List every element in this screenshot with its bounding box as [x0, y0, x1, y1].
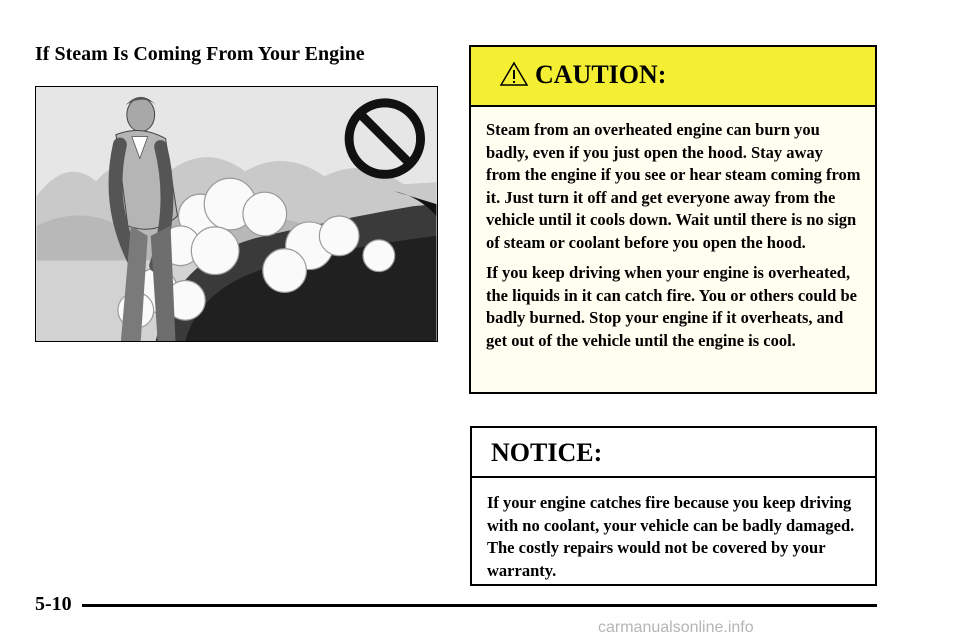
caution-body	[471, 107, 875, 352]
section-title: If Steam Is Coming From Your Engine	[35, 43, 365, 65]
notice-header	[472, 428, 875, 478]
steam-illustration	[35, 86, 438, 342]
notice-box	[470, 426, 877, 586]
watermark: carmanualsonline.info	[598, 619, 754, 636]
footer-rule	[82, 604, 877, 607]
page-number: 5-10	[35, 593, 72, 615]
notice-paragraph: If your engine catches fire because you keep driving with no coolant, your vehicle can be badly damaged. The costly repairs would not be covered by your warranty.	[487, 493, 855, 580]
caution-title: CAUTION:	[535, 60, 667, 89]
notice-body	[472, 478, 875, 582]
caution-paragraph: Steam from an overheated engine can burn you badly, even if you just open the hood. Stay away from the engine if you see or hear steam coming from it. Just turn it off and get everyone away from the vehicle until it cools down. Wait until there is no sign of steam or coolant before you open the hood.	[486, 120, 861, 252]
notice-title: NOTICE:	[491, 438, 603, 467]
warning-triangle-icon	[499, 61, 529, 87]
caution-header	[471, 47, 875, 107]
caution-paragraph: If you keep driving when your engine is overheated, the liquids in it can catch fire. You or others could be badly burned. Stop your engine if it overheats, and get out of the vehicle until the engine is cool.	[486, 263, 857, 350]
caution-box	[469, 45, 877, 394]
